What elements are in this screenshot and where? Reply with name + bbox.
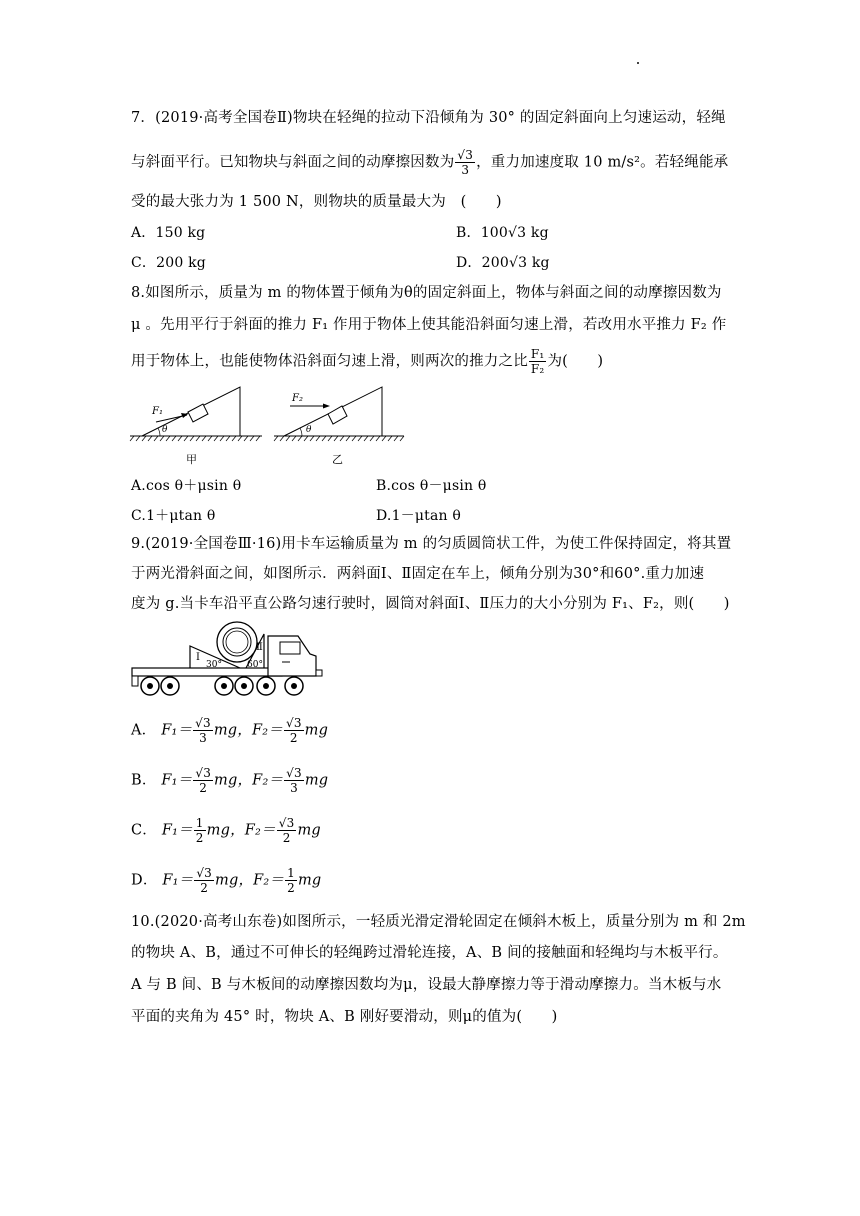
- q8-line-3-tail: 为( ): [547, 353, 604, 370]
- q8-option-d[interactable]: D.1－μtan θ: [376, 508, 462, 524]
- q8-fig-left-force-label: F₁: [152, 406, 163, 417]
- q9-fig-label-2: Ⅱ: [256, 642, 263, 653]
- q9-line-1: 9.(2019·全国卷Ⅲ·16)用卡车运输质量为 m 的匀质圆筒状工件，为使工件保持固定，将其置: [131, 536, 732, 552]
- q9-option-b[interactable]: B． F₁＝ $\frac{√3}{2}$ mg，F₂＝ $\frac{√3}{3}$ mg: [131, 766, 329, 795]
- q7-line-1: 7．(2019·高考全国卷Ⅱ)物块在轻绳的拉动下沿倾角为 30° 的固定斜面向上匀速运动，轻绳: [131, 110, 726, 126]
- q7-line-2-tail: ，重力加速度取 10 m/s²。若轻绳能承: [476, 154, 729, 171]
- q9-option-d[interactable]: D． F₁＝ $\frac{√3}{2}$ mg，F₂＝ $\frac{1}{2}$ mg: [131, 866, 322, 895]
- q7-option-c[interactable]: C．200 kg: [131, 255, 206, 271]
- q9-truck-figure: [130, 620, 326, 698]
- q9-line-3: 度为 g.当卡车沿平直公路匀速行驶时，圆筒对斜面Ⅰ、Ⅱ压力的大小分别为 F₁、F₂，则( ): [131, 596, 730, 612]
- q7-option-b[interactable]: B．100√3 kg: [456, 225, 549, 241]
- q9-fig-angle-2: 60°: [247, 660, 263, 670]
- q9-fig-angle-1: 30°: [206, 660, 222, 670]
- page-dot: [637, 62, 639, 64]
- q8-figure-jia: [130, 387, 262, 441]
- q10-line-3: A 与 B 间、B 与木板间的动摩擦因数均为μ，设最大静摩擦力等于滑动摩擦力。当木板与水: [131, 977, 722, 993]
- q9-option-a[interactable]: A． F₁＝ $\frac{√3}{3}$ mg，F₂＝ $\frac{√3}{2}$ mg: [131, 716, 329, 745]
- q9-line-2: 于两光滑斜面之间，如图所示．两斜面Ⅰ、Ⅱ固定在车上，倾角分别为30°和60°.重力加速: [131, 566, 705, 582]
- q7-option-d[interactable]: D．200√3 kg: [456, 255, 550, 271]
- q8-option-b[interactable]: B.cos θ－μsin θ: [376, 478, 487, 494]
- q10-line-4: 平面的夹角为 45° 时，物块 A、B 刚好要滑动，则μ的值为( ): [131, 1009, 558, 1025]
- q10-line-2: 的物块 A、B，通过不可伸长的轻绳跨过滑轮连接，A、B 间的接触面和轻绳均与木板平行。: [131, 945, 728, 961]
- q8-line-1: 8.如图所示，质量为 m 的物体置于倾角为θ的固定斜面上，物体与斜面之间的动摩擦因数为: [131, 285, 722, 301]
- q8-option-c[interactable]: C.1＋μtan θ: [131, 508, 216, 524]
- q8-fig-right-angle-label: θ: [306, 425, 312, 435]
- q8-line-2: μ 。先用平行于斜面的推力 F₁ 作用于物体上使其能沿斜面匀速上滑，若改用水平推力 F₂ 作: [131, 317, 727, 333]
- q8-fig-left-caption: 甲: [186, 453, 197, 466]
- q7-friction-fraction: $\frac{√3}{3}$: [457, 148, 474, 177]
- q8-force-ratio: $\frac{\text{F₁}}{\text{F₂}}$: [530, 347, 545, 376]
- q8-fig-left-angle-label: θ: [162, 425, 168, 435]
- q10-line-1: 10.(2020·高考山东卷)如图所示，一轻质光滑定滑轮固定在倾斜木板上，质量分别为 m 和 2m: [131, 914, 746, 930]
- q9-option-c[interactable]: C． F₁＝ $\frac{1}{2}$ mg，F₂＝ $\frac{√3}{2}$ mg: [131, 816, 321, 845]
- q8-fig-right-force-label: F₂: [292, 393, 303, 404]
- q7-line-2-text: 与斜面平行。已知物块与斜面之间的动摩擦因数为: [131, 154, 455, 171]
- q7-line-3: 受的最大张力为 1 500 N，则物块的质量最大为 ( ): [131, 194, 502, 210]
- q8-line-3-text: 用于物体上，也能使物体沿斜面匀速上滑，则两次的推力之比: [131, 353, 528, 370]
- q8-fig-right-caption: 乙: [332, 453, 343, 466]
- q9-fig-label-1: Ⅰ: [196, 652, 200, 663]
- q7-line-2: [131, 148, 728, 177]
- q7-option-a[interactable]: A．150 kg: [131, 225, 206, 241]
- q8-line-3: [131, 347, 603, 376]
- q8-option-a[interactable]: A.cos θ＋μsin θ: [131, 478, 242, 494]
- q8-incline-figures: [128, 384, 408, 466]
